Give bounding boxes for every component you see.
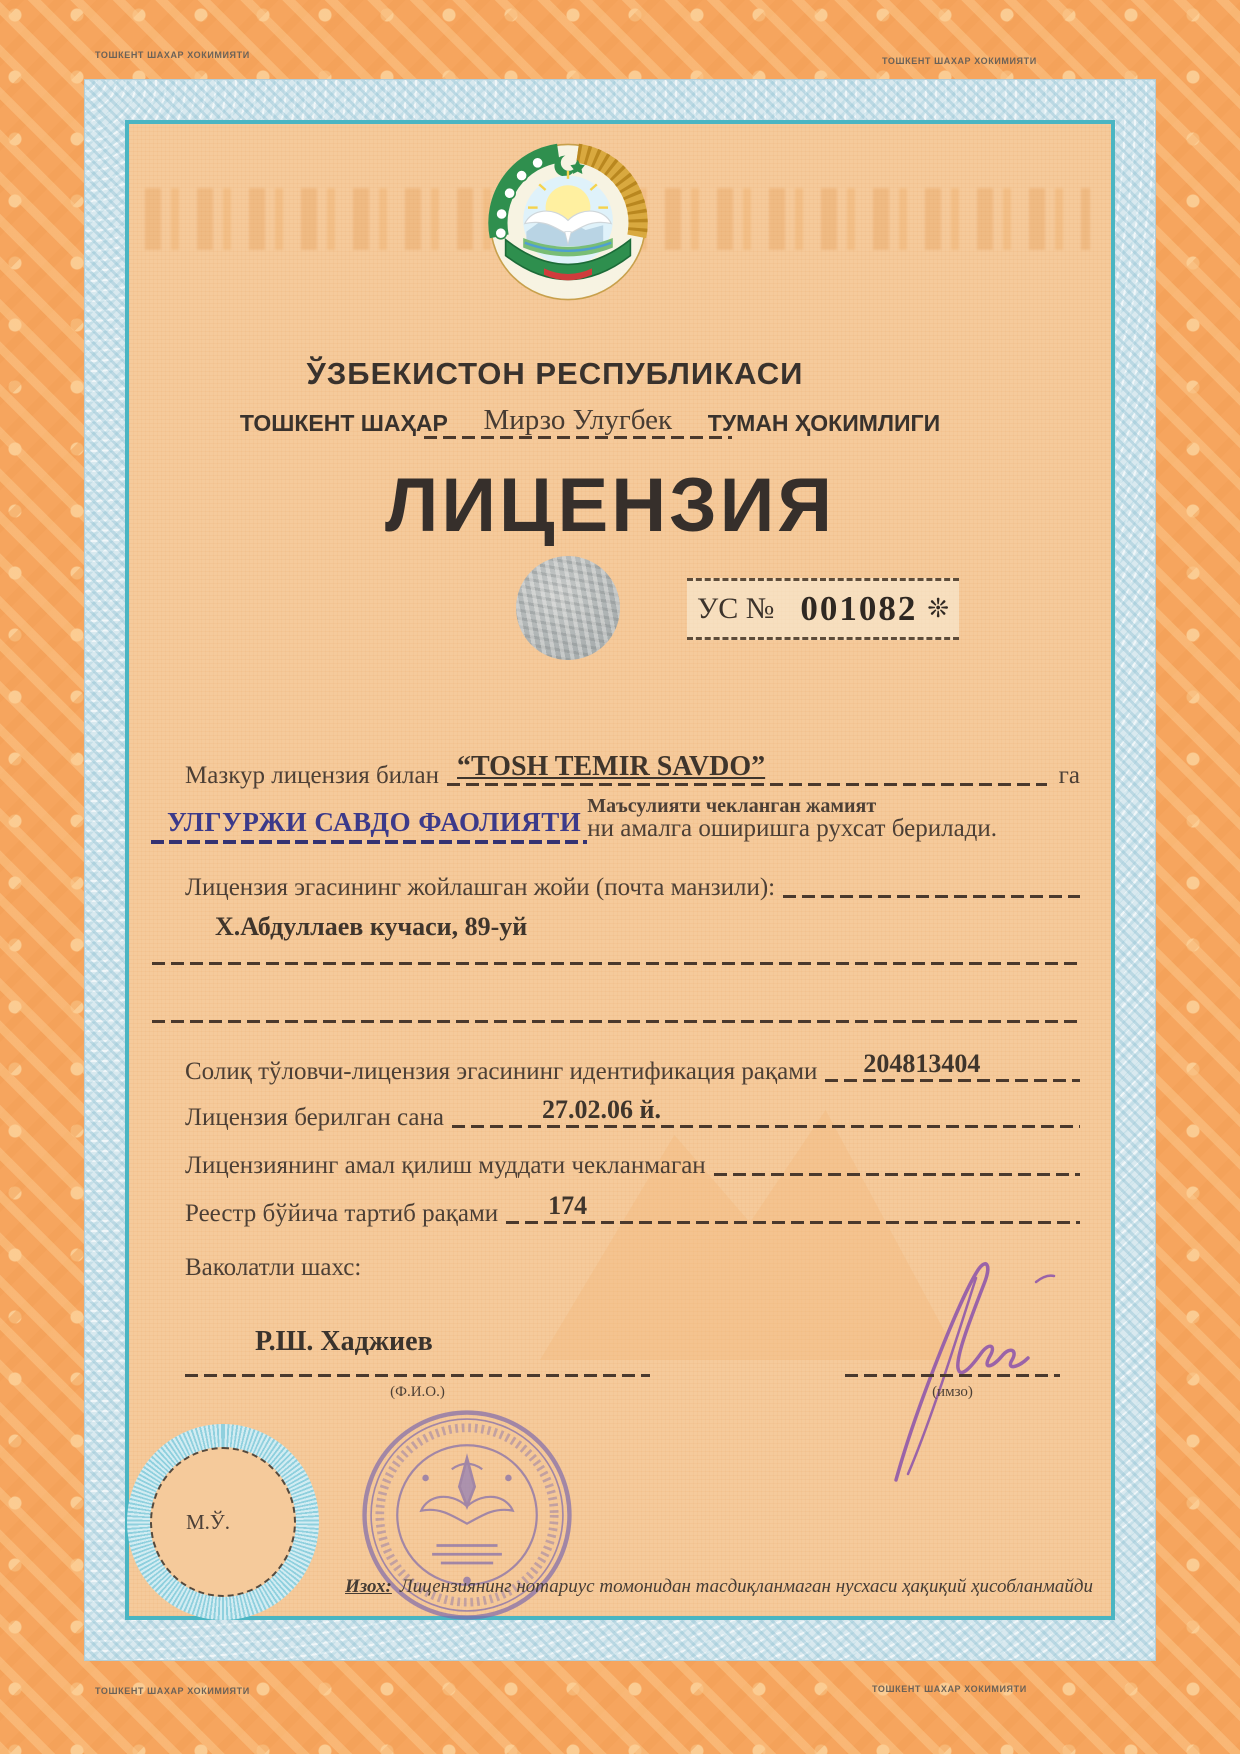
seal-inner-circle bbox=[150, 1447, 296, 1597]
name-caption: (Ф.И.О.) bbox=[390, 1384, 445, 1400]
name-rule bbox=[185, 1374, 650, 1377]
grantee-value: “TOSH TEMIR SAVDO” bbox=[457, 751, 766, 782]
blank-rule-2 bbox=[152, 1020, 1082, 1023]
signature-rule bbox=[845, 1374, 1060, 1377]
grantee-prefix: Мазкур лицензия билан bbox=[185, 762, 440, 789]
activity-qualifier bbox=[587, 796, 997, 842]
tax-id-underline bbox=[825, 1079, 1080, 1082]
issue-date-underline bbox=[452, 1125, 1080, 1128]
district-suffix: ТУМАН ҲОКИМЛИГИ bbox=[707, 410, 941, 436]
protective-mark-icon: ❊ bbox=[927, 594, 949, 623]
footer-note-text: Лицензиянинг нотариус томонидан тасдиқланмаган нусхаси ҳақиқий ҳисобланмайди bbox=[399, 1576, 1093, 1597]
seal-placeholder bbox=[127, 1424, 319, 1620]
seal-label: М.Ў. bbox=[185, 1509, 231, 1534]
signature-caption: (имзо) bbox=[932, 1384, 973, 1400]
uzbekistan-emblem-icon bbox=[488, 138, 648, 306]
registry-value: 174 bbox=[548, 1191, 588, 1220]
registry-underline bbox=[506, 1221, 1080, 1224]
validity-underline bbox=[714, 1173, 1080, 1176]
activity-line bbox=[165, 796, 997, 842]
validity-label: Лицензиянинг амал қилиш муддати чекланмаган bbox=[185, 1152, 706, 1179]
corner-microtext-top-right: ТОШКЕНТ ШАХАР ХОКИМИЯТИ bbox=[882, 56, 1037, 66]
tax-id-label: Солиқ тўловчи-лицензия эгасининг идентификация рақами bbox=[185, 1058, 818, 1085]
corner-microtext-bottom-left: ТОШКЕНТ ШАХАР ХОКИМИЯТИ bbox=[95, 1686, 250, 1696]
issue-date-label: Лицензия берилган сана bbox=[185, 1104, 444, 1131]
corner-microtext-bottom-right: ТОШКЕНТ ШАХАР ХОКИМИЯТИ bbox=[872, 1684, 1027, 1694]
company-type: Маъсулияти чекланган жамият bbox=[587, 795, 877, 817]
grantee-suffix: га bbox=[1058, 762, 1080, 789]
issue-date-value: 27.02.06 й. bbox=[541, 1095, 661, 1124]
city-prefix: ТОШКЕНТ ШАҲАР bbox=[239, 410, 448, 436]
footer-note bbox=[345, 1576, 1093, 1598]
address-value: Х.Абдуллаев кучаси, 89-уй bbox=[215, 912, 528, 941]
authorized-person-name: Р.Ш. Хаджиев bbox=[255, 1326, 433, 1357]
activity-value bbox=[165, 807, 587, 842]
district-blank bbox=[448, 406, 708, 439]
republic-heading: ЎЗБЕКИСТОН РЕСПУБЛИКАСИ bbox=[306, 356, 804, 391]
activity-underline bbox=[151, 840, 587, 844]
address-underline bbox=[783, 895, 1080, 898]
grantee-line bbox=[185, 751, 1080, 790]
hologram-sticker bbox=[516, 556, 620, 660]
activity-text: УЛГУРЖИ САВДО ФАОЛИЯТИ bbox=[167, 806, 582, 837]
registry-label: Реестр бўйича тартиб рақами bbox=[185, 1200, 499, 1227]
license-number: 001082 bbox=[800, 589, 918, 628]
document-title: ЛИЦЕНЗИЯ bbox=[385, 463, 835, 548]
address-label-line bbox=[185, 874, 1080, 902]
issue-date-line bbox=[185, 1095, 1080, 1132]
license-number-box bbox=[687, 578, 959, 640]
footer-note-label: Изох: bbox=[345, 1576, 392, 1597]
corner-microtext-top-left: ТОШКЕНТ ШАХАР ХОКИМИЯТИ bbox=[95, 50, 250, 60]
handwritten-signature bbox=[800, 1238, 1080, 1488]
blank-rule-1 bbox=[152, 962, 1082, 965]
tax-id-line bbox=[185, 1049, 1080, 1086]
city-district-line bbox=[60, 406, 1120, 439]
registry-line bbox=[185, 1191, 1080, 1228]
authorized-person-label: Ваколатли шахс: bbox=[185, 1254, 362, 1281]
tax-id-value: 204813404 bbox=[863, 1049, 981, 1078]
district-underline bbox=[424, 436, 732, 439]
address-label: Лицензия эгасининг жойлашган жойи (почта манзили): bbox=[185, 874, 776, 901]
validity-line bbox=[185, 1152, 1080, 1180]
series-label: УС № bbox=[697, 592, 775, 625]
grantee-underline bbox=[447, 783, 1047, 786]
permission-text: ни амалга оширишга рухсат берилади. bbox=[587, 815, 998, 843]
district-value: Мирзо Улугбек bbox=[483, 404, 673, 436]
